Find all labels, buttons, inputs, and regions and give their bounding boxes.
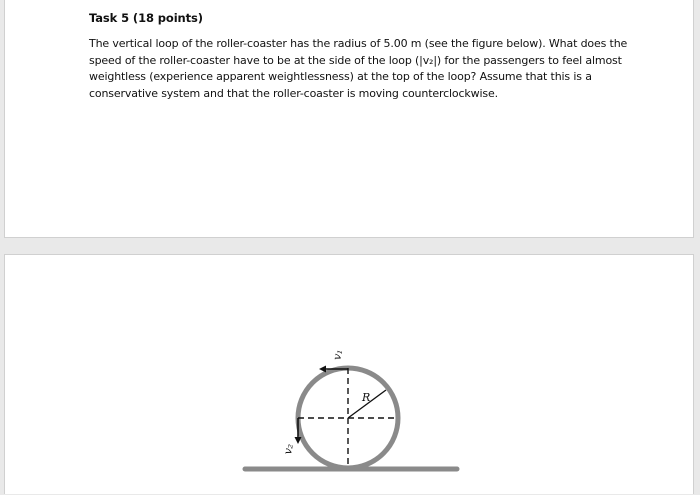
figure-page	[4, 254, 694, 494]
task-title: Task 5 (18 points)	[89, 11, 203, 25]
task-body	[89, 36, 629, 102]
v2-arrowhead	[295, 437, 302, 444]
roller-coaster-loop-figure	[5, 255, 695, 495]
task-body-line: conservative system and that the roller-coaster is moving counterclockwise.	[89, 86, 498, 100]
v2-label: v₂	[281, 442, 296, 456]
v1-arrowhead	[319, 366, 326, 373]
task-body-line: weightless (experience apparent weightlessness) at the top of the loop? Assume that this is a	[89, 70, 592, 83]
v1-label: v₁	[330, 348, 346, 362]
task-body-line: speed of the roller-coaster have to be at the side of the loop (|v₂|) for the passengers to feel almost	[89, 53, 622, 67]
question-page	[4, 0, 694, 238]
radius-label: R	[362, 391, 371, 404]
task-body-line: The vertical loop of the roller-coaster has the radius of 5.00 m (see the figure below). What does the	[89, 37, 628, 50]
